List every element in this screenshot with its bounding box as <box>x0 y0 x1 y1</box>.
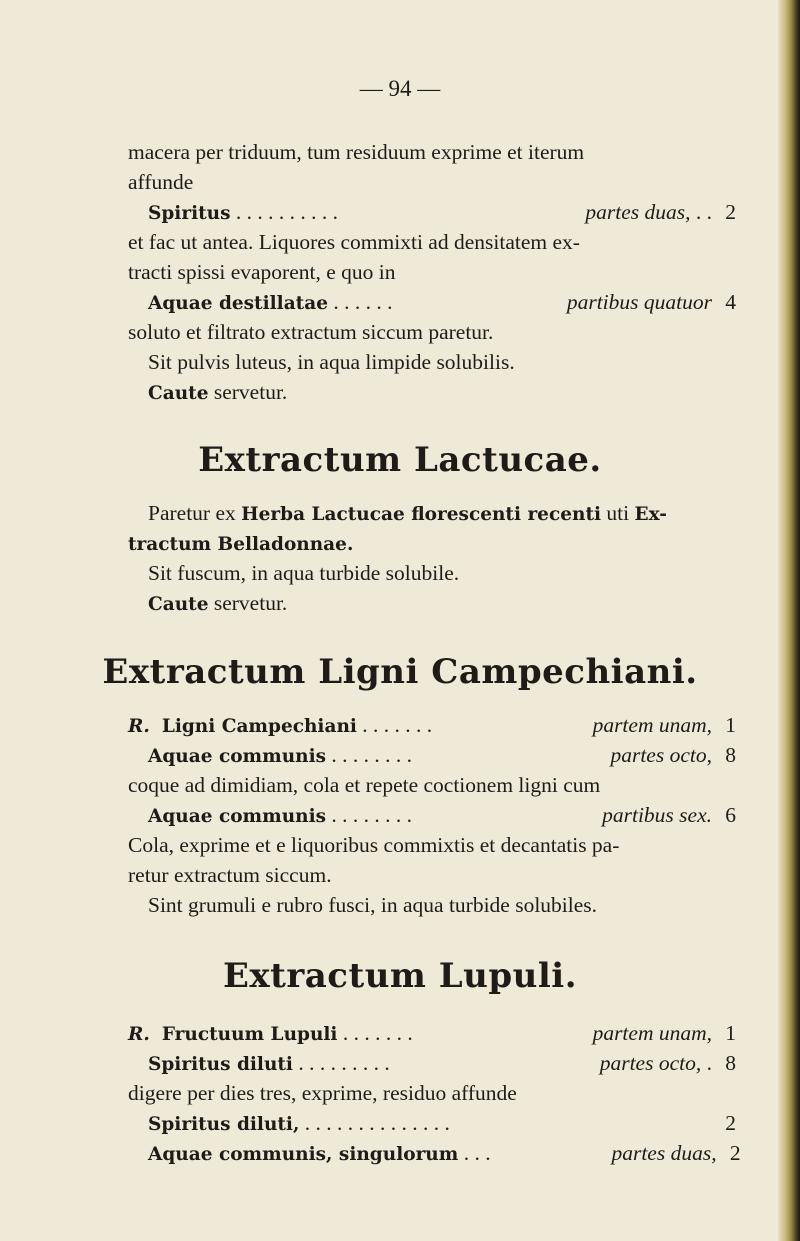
leader-dots: . . . . . . . . . . . . . . <box>299 1111 450 1135</box>
herb-name: Herba Lactucae florescenti recenti <box>241 504 602 525</box>
quantity: partem unam, <box>592 1021 712 1045</box>
amount: 2 <box>729 1141 741 1165</box>
amount: 4 <box>725 290 736 314</box>
ingredient-name: Spiritus <box>148 203 231 224</box>
ingredient-name: Aquae destillatae <box>148 293 328 314</box>
recipe-row <box>128 197 736 227</box>
leader-dots: . . . . . . . . . . <box>230 200 339 224</box>
caute-line <box>128 588 736 618</box>
quantity: partes duas, <box>611 1141 717 1165</box>
ingredient-name: Aquae communis <box>148 746 327 767</box>
quantity: partibus quatuor <box>566 290 712 314</box>
text-line: Sit fuscum, in aqua turbide solubile. <box>148 561 460 585</box>
text-line: macera per triduum, tum residuum exprime et iterum <box>128 140 585 164</box>
text-line <box>128 498 736 528</box>
recipe-row <box>128 1048 736 1078</box>
amount: 8 <box>725 743 736 767</box>
recipe-row <box>128 1108 736 1138</box>
quantity: partes duas, <box>585 200 691 224</box>
ingredient-name: Aquae communis, singulorum <box>148 1144 459 1165</box>
ingredient-name: Ligni Campechiani <box>161 716 357 737</box>
text-line: Sint grumuli e rubro fusci, in aqua turbide solubiles. <box>148 893 598 917</box>
caute-label: Caute <box>148 383 209 404</box>
recipe-symbol: R. <box>128 716 150 737</box>
caute-label: Caute <box>148 594 209 615</box>
text-line: soluto et filtrato extractum siccum paretur. <box>128 320 494 344</box>
amount: 8 <box>725 1051 736 1075</box>
ingredient-name: Spiritus diluti <box>148 1054 293 1075</box>
leader-dots: . . <box>690 200 712 224</box>
text-span: Paretur ex <box>148 501 242 525</box>
text-span: uti <box>601 501 635 525</box>
text-line: tracti spissi evaporent, e quo in <box>128 260 396 284</box>
leader-dots: . . . . . . . <box>356 713 433 737</box>
amount: 2 <box>725 200 736 224</box>
quantity: partem unam, <box>592 713 712 737</box>
quantity: partes octo, <box>610 743 712 767</box>
text-line: Sit pulvis luteus, in aqua limpide solubilis. <box>148 350 515 374</box>
text-line <box>128 528 736 558</box>
extract-name: tractum Belladonnae. <box>128 534 354 555</box>
recipe-row <box>128 800 736 830</box>
leader-dots: . <box>701 1051 712 1075</box>
text-line: retur extractum siccum. <box>128 863 332 887</box>
section-heading: Extractum Lupuli. <box>222 956 578 996</box>
quantity: partes octo, <box>599 1051 702 1075</box>
page-edge <box>778 0 800 1241</box>
text-line: et fac ut antea. Liquores commixti ad densitatem ex- <box>128 230 580 254</box>
recipe-row <box>128 1138 741 1168</box>
ingredient-name: Aquae communis <box>148 806 327 827</box>
text-line: coque ad dimidiam, cola et repete coctionem ligni cum <box>128 773 601 797</box>
extract-name: Ex- <box>634 504 667 525</box>
recipe-row <box>128 710 736 740</box>
recipe-row <box>128 287 736 317</box>
page-number: — 94 — <box>359 76 441 101</box>
ingredient-name: Fructuum Lupuli <box>161 1024 338 1045</box>
caute-text: servetur. <box>208 380 288 404</box>
leader-dots: . . . . . . . . . <box>292 1051 390 1075</box>
text-line: affunde <box>128 170 194 194</box>
amount: 2 <box>725 1111 736 1135</box>
recipe-row <box>128 1018 736 1048</box>
amount: 1 <box>725 713 736 737</box>
recipe-row <box>128 740 736 770</box>
caute-text: servetur. <box>208 591 288 615</box>
ingredient-name: Spiritus diluti, <box>148 1114 300 1135</box>
amount: 6 <box>725 803 736 827</box>
recipe-symbol: R. <box>128 1024 150 1045</box>
leader-dots: . . . . . . . <box>337 1021 413 1045</box>
text-line: Cola, exprime et e liquoribus commixtis et decantatis pa- <box>128 833 620 857</box>
section-heading: Extractum Ligni Campechiani. <box>102 652 698 692</box>
quantity: partibus sex. <box>602 803 712 827</box>
leader-dots: . . . . . . . . <box>326 803 413 827</box>
leader-dots: . . . . . . . . <box>326 743 413 767</box>
amount: 1 <box>725 1021 736 1045</box>
leader-dots: . . . <box>458 1141 491 1165</box>
caute-line <box>128 377 736 407</box>
text-line: digere per dies tres, exprime, residuo affunde <box>128 1081 517 1105</box>
leader-dots: . . . . . . <box>327 290 393 314</box>
section-heading: Extractum Lactucae. <box>198 440 602 480</box>
